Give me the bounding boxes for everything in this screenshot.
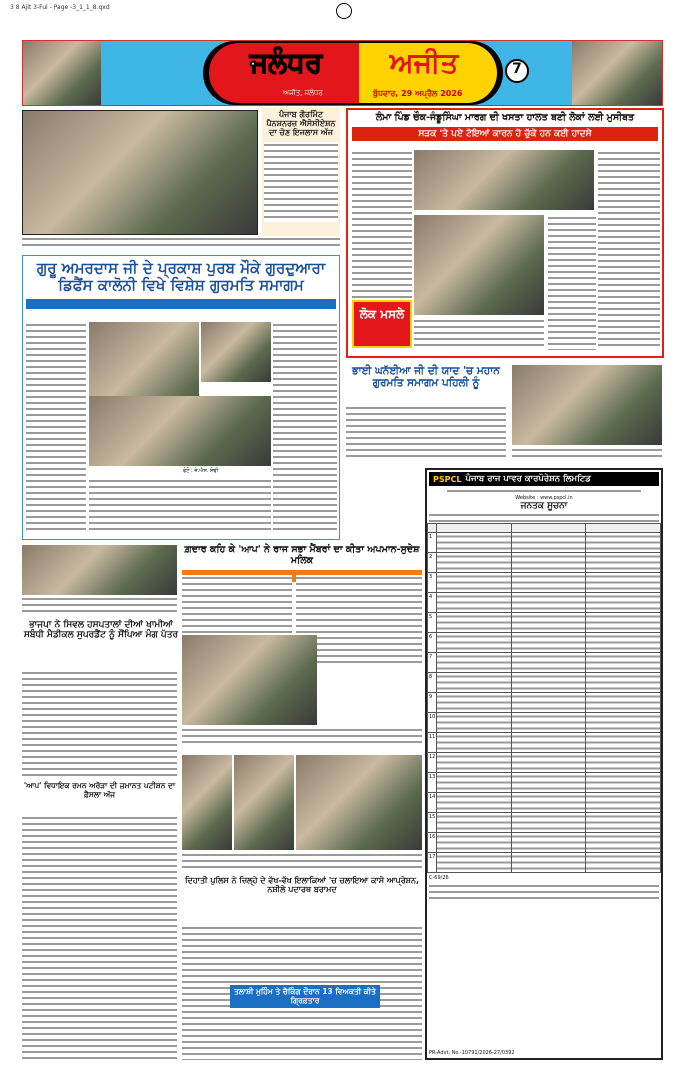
road-story [346,108,664,358]
ghanaiya-photo [512,365,662,445]
police-headline: ਦਿਹਾਤੀ ਪੁਲਿਸ ਨੇ ਜ਼ਿਲ੍ਹੇ ਦੇ ਵੱਖ-ਵੱਖ ਇਲਾਕਿਆਂ 'ਚ ਚਲਾਇਆ ਕਾਸੋ ਆਪ੍ਰੇਸ਼ਨ, ਨਸ਼ੀਲੇ ਪਦਾਰਥ ਬਰਾਮਦ [184,876,420,895]
table-row [428,593,661,613]
masthead-title-left: ਜਲੰਧਰ [249,46,323,79]
row-number: 9 [428,693,437,713]
table-row [428,853,661,873]
masthead-subtitle: ਅਜੀਤ, ਜਲੰਧਰ [283,89,323,97]
table-row [428,613,661,633]
pspcl-logo: PSPCL [433,474,462,484]
table-row [428,673,661,693]
guru-story [22,255,340,540]
road-headline: ਲੰਮਾ ਪਿੰਡ ਚੌਕ-ਜੰਡੂਸਿੰਘਾ ਮਾਰਗ ਦੀ ਖਸਤਾ ਹਾਲਤ ਬਣੀ ਲੋਕਾਂ ਲਈ ਮੁਸੀਬਤ [375,112,635,123]
pspcl-adv-number: PR-Advt. No.-10791/2026-27/0392 [429,1050,515,1056]
guru-photo-3 [89,396,271,466]
electric-work-photo [22,110,258,235]
table-row [428,553,661,573]
page-number: 7 [505,59,529,83]
table-row [428,753,661,773]
gadar-photo [182,635,317,725]
pspcl-notice-title: ਜਨਤਕ ਸੂਚਨਾ [520,501,568,511]
police-photo-3 [296,755,422,850]
ghanaiya-headline: ਭਾਈ ਘਨੱਈਆ ਜੀ ਦੀ ਯਾਦ 'ਚ ਮਹਾਨ ਗੁਰਮਤਿ ਸਮਾਗਮ ਪਹਿਲੀ ਨੂੰ [352,365,500,390]
row-number: 1 [428,533,437,553]
masthead [22,40,663,106]
police-box: ਤਲਾਸ਼ੀ ਮੁਹਿੰਮ ਤੇ ਚੈਕਿੰਗ ਦੌਰਾਨ 13 ਵਿਅਕਤੀ ਕੀਤੇ ਗ੍ਰਿਫ਼ਤਾਰ [230,985,380,1008]
pspcl-title: ਪੰਜਾਬ ਰਾਜ ਪਾਵਰ ਕਾਰਪੋਰੇਸ਼ਨ ਲਿਮਟਿਡ [465,474,591,484]
pspcl-notice [425,468,663,1060]
table-row [428,733,661,753]
masthead-date: ਬੁੱਧਵਾਰ, 29 ਅਪ੍ਰੈਲ 2026 [373,89,463,98]
row-number: 11 [428,733,437,753]
row-number: 4 [428,593,437,613]
row-number: 2 [428,553,437,573]
table-row [428,533,661,553]
police-photo-2 [234,755,294,850]
row-number: 10 [428,713,437,733]
pspcl-table [427,523,661,873]
table-row [428,833,661,853]
bjp-photo [22,545,177,595]
road-subhead: ਸੜਕ 'ਤੇ ਪਏ ਟੋਇਆਂ ਕਾਰਨ ਹੋ ਚੁੱਕੇ ਹਨ ਕਈ ਹਾਦਸੇ [352,127,658,141]
print-slug: 3 8 Ajit 3-Ful - Page -3_1_1_8.qxd [10,4,110,11]
row-number: 14 [428,793,437,813]
table-row [428,693,661,713]
row-number: 13 [428,773,437,793]
pensioners-story [262,108,340,236]
building-photo-left [23,41,101,105]
police-photo-1 [182,755,232,850]
guru-headline: ਗੁਰੂ ਅਮਰਦਾਸ ਜੀ ਦੇ ਪ੍ਰਕਾਸ਼ ਪੁਰਬ ਮੌਕੇ ਗੁਰਦੁਆਰਾ ਡਿਫੈਂਸ ਕਾਲੋਨੀ ਵਿਖੇ ਵਿਸ਼ੇਸ਼ ਗੁਰਮਤਿ ਸਮਾਗਮ [36,259,326,295]
table-row [428,633,661,653]
pensioners-headline: ਪੰਜਾਬ ਗੌਰਮਿੰਟ ਪੈਨਸ਼ਨਰਜ਼ ਐਸੋਸੀਏਸ਼ਨ ਦਾ ਚੋਣ ਇਜਲਾਸ ਅੱਜ [266,110,336,138]
table-row [428,773,661,793]
guru-photo-2 [201,322,271,382]
road-pothole-photo [414,215,544,315]
row-number: 16 [428,833,437,853]
masthead-title-right: ਅਜੀਤ [389,46,459,79]
table-row [428,573,661,593]
row-number: 8 [428,673,437,693]
road-photo [414,150,594,210]
aap-headline: 'ਆਪ' ਵਿਧਾਇਕ ਰਮਨ ਅਰੋੜਾ ਦੀ ਜ਼ਮਾਨਤ ਪਟੀਸ਼ਨ ਦਾ ਫ਼ੈਸਲਾ ਅੱਜ [23,781,176,799]
gadar-headline: ਗ਼ਦਾਰ ਕਹਿ ਕੇ 'ਆਪ' ਨੇ ਰਾਜ ਸਭਾ ਮੈਂਬਰਾਂ ਦਾ ਕੀਤਾ ਅਪਮਾਨ-ਸੁਦੇਸ਼ ਮਲਿਕ [184,544,420,566]
table-row [428,793,661,813]
ghanaiya-story [346,365,664,462]
pspcl-website: Website : www.pspcl.in [515,495,573,501]
lok-masle-badge: ਲੋਕ ਮਸਲੇ [352,300,412,348]
table-row [428,653,661,673]
pspcl-footer: C-69/26 [429,875,449,882]
guru-photo-credit: ਫੋਟੋ : ਜੇ.ਐਸ. ਸੋਢੀ [183,468,219,474]
row-number: 3 [428,573,437,593]
row-number: 6 [428,633,437,653]
row-number: 5 [428,613,437,633]
photo-caption [22,236,340,250]
bjp-headline: ਭਾਜਪਾ ਨੇ ਸਿਵਲ ਹਸਪਤਾਲਾਂ ਦੀਆਂ ਖਾਮੀਆਂ ਸਬੰਧੀ ਮੈਡੀਕਲ ਸੁਪਰਡੈਂਟ ਨੂੰ ਸੌਂਪਿਆ ਮੰਗ ਪੱਤਰ [23,620,179,641]
gadar-story [182,545,422,750]
building-photo-right [572,41,662,105]
row-number: 7 [428,653,437,673]
row-number: 15 [428,813,437,833]
table-row [428,713,661,733]
registration-mark-icon [336,3,352,19]
table-row [428,813,661,833]
row-number: 12 [428,753,437,773]
row-number: 17 [428,853,437,873]
